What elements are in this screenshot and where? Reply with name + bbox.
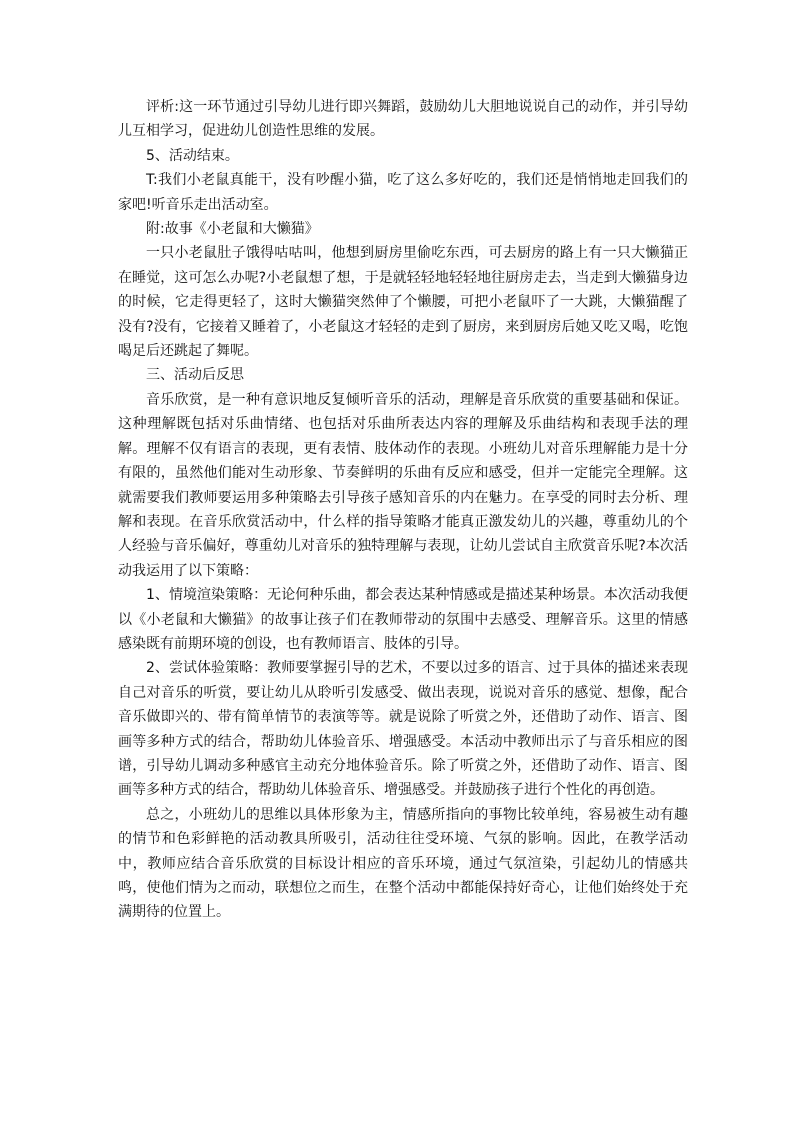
paragraph-activity-end-heading: 5、活动结束。	[146, 147, 239, 164]
paragraph-strategy-2: 2、尝试体验策略：教师要掌握引导的艺术，不要以过多的语言、过于具体的描述来表现自己对音乐的听赏，要让幼儿从聆听引发感受、做出表现，说说对音乐的感觉、想像，配合音乐做即兴的、带有简单情节的表演等等。就是说除了听赏之外，还借助了动作、语言、图画等多种方式的结合，帮助幼儿体验音乐、增强感受。本活动中教师出示了与音乐相应的图谱，引导幼儿调动多种感官主动充分地体验音乐。除了听赏之外，还借助了动作、语言、图画等多种方式的结合，帮助幼儿体验音乐、增强感受。并鼓励孩子进行个性化的再创造。	[118, 660, 688, 799]
paragraph-evaluation: 评析:这一环节通过引导幼儿进行即兴舞蹈，鼓励幼儿大胆地说说自己的动作，并引导幼儿互相学习，促进幼儿创造性思维的发展。	[118, 99, 688, 140]
paragraph-story: 一只小老鼠肚子饿得咕咕叫，他想到厨房里偷吃东西，可去厨房的路上有一只大懒猫正在睡觉，这可怎么办呢?小老鼠想了想，于是就轻轻地轻轻地往厨房走去，当走到大懒猫身边的时候，它走得更轻了，这时大懒猫突然伸了个懒腰，可把小老鼠吓了一大跳，大懒猫醒了没有?没有，它接着又睡着了，小老鼠这才轻轻的走到了厨房，来到厨房后她又吃又喝，吃饱喝足后还跳起了舞呢。	[118, 245, 688, 360]
paragraph-appendix-title: 附:故事《小老鼠和大懒猫》	[146, 221, 319, 238]
paragraph-reflection-heading: 三、活动后反思	[146, 367, 244, 384]
paragraph-teacher-line: T:我们小老鼠真能干，没有吵醒小猫，吃了这么多好吃的，我们还是悄悄地走回我们的家吧!听音乐走出活动室。	[118, 172, 688, 213]
document-body	[118, 95, 688, 925]
paragraph-reflection-intro: 音乐欣赏，是一种有意识地反复倾听音乐的活动，理解是音乐欣赏的重要基础和保证。这种理解既包括对乐曲情绪、也包括对乐曲所表达内容的理解及乐曲结构和表现手法的理解。理解不仅有语言的表现，更有表情、肢体动作的表现。小班幼儿对音乐理解能力是十分有限的，虽然他们能对生动形象、节奏鲜明的乐曲有反应和感受，但并一定能完全理解。这就需要我们教师要运用多种策略去引导孩子感知音乐的内在魅力。在享受的同时去分析、理解和表现。在音乐欣赏活动中，什么样的指导策略才能真正激发幼儿的兴趣，尊重幼儿的个人经验与音乐偏好，尊重幼儿对音乐的独特理解与表现，让幼儿尝试自主欣赏音乐呢?本次活动我运用了以下策略：	[118, 391, 688, 579]
paragraph-conclusion: 总之，小班幼儿的思维以具体形象为主，情感所指向的事物比较单纯，容易被生动有趣的情节和色彩鲜艳的活动教具所吸引，活动往往受环境、气氛的影响。因此，在教学活动中，教师应结合音乐欣赏的目标设计相应的音乐环境，通过气氛渲染，引起幼儿的情感共鸣，使他们情为之而动，联想位之而生，在整个活动中都能保持好奇心，让他们始终处于充满期待的位置上。	[118, 806, 688, 921]
paragraph-strategy-1: 1、情境渲染策略：无论何种乐曲，都会表达某种情感或是描述某种场景。本次活动我便以《小老鼠和大懒猫》的故事让孩子们在教师带动的氛围中去感受、理解音乐。这里的情感感染既有前期环境的创设，也有教师语言、肢体的引导。	[118, 587, 688, 652]
